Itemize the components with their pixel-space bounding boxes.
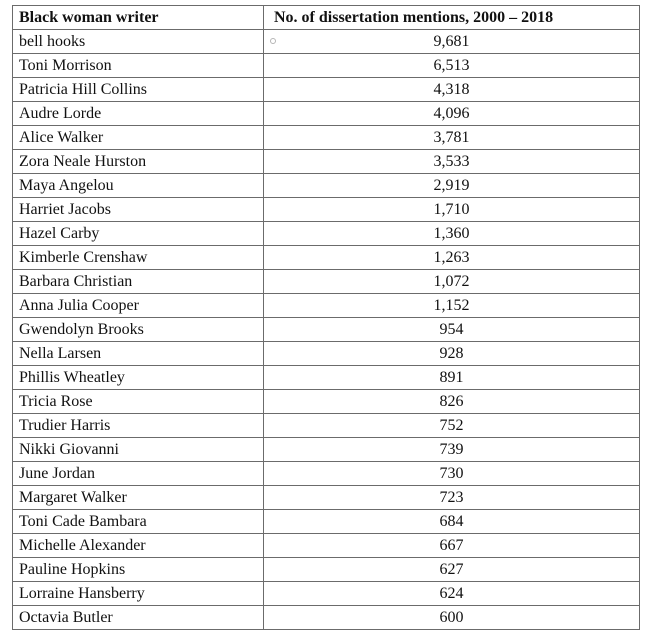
table-row [13, 102, 640, 126]
mentions-count-cell [264, 102, 640, 126]
table-row [13, 246, 640, 270]
mentions-count-value: 9,681 [433, 32, 470, 50]
mentions-count-cell [264, 246, 640, 270]
mentions-count-cell [264, 270, 640, 294]
writer-name-cell: Nikki Giovanni [13, 438, 264, 462]
mentions-count-cell [264, 294, 640, 318]
mentions-count-value: 891 [439, 368, 464, 386]
mentions-count-cell [264, 510, 640, 534]
mentions-count-value: 1,263 [433, 248, 470, 266]
table-row [13, 414, 640, 438]
table-row [13, 222, 640, 246]
mentions-count-cell [264, 126, 640, 150]
writers-table [12, 5, 640, 630]
table-row [13, 486, 640, 510]
mentions-count-value: 1,072 [433, 272, 470, 290]
writer-name-cell: Alice Walker [13, 126, 264, 150]
mentions-count-value: 624 [439, 584, 464, 602]
table-row [13, 198, 640, 222]
column-header-mentions: No. of dissertation mentions, 2000 – 2018 [264, 6, 640, 30]
mentions-count-value: 723 [439, 488, 464, 506]
mentions-count-value: 627 [439, 560, 464, 578]
table-row [13, 318, 640, 342]
mentions-count-cell [264, 150, 640, 174]
table-row [13, 438, 640, 462]
mentions-count-value: 667 [439, 536, 464, 554]
column-header-writer: Black woman writer [13, 6, 264, 30]
mentions-count-cell [264, 342, 640, 366]
mentions-count-value: 2,919 [433, 176, 470, 194]
mentions-count-value: 1,710 [433, 200, 470, 218]
mentions-count-cell [264, 366, 640, 390]
mentions-count-value: 6,513 [433, 56, 470, 74]
mentions-count-cell [264, 198, 640, 222]
mentions-count-value: 4,096 [433, 104, 470, 122]
mentions-count-value: 739 [439, 440, 464, 458]
mentions-count-cell [264, 414, 640, 438]
mentions-count-cell [264, 582, 640, 606]
writer-name-cell: Toni Morrison [13, 54, 264, 78]
writer-name-cell: Nella Larsen [13, 342, 264, 366]
mentions-count-value: 3,533 [433, 152, 470, 170]
table-row [13, 510, 640, 534]
mentions-count-value: 684 [439, 512, 464, 530]
mentions-count-value: 1,152 [433, 296, 470, 314]
mentions-count-cell [264, 54, 640, 78]
table-row [13, 534, 640, 558]
mentions-count-value: 600 [439, 608, 464, 626]
mentions-count-value: 826 [439, 392, 464, 410]
writer-name-cell: Gwendolyn Brooks [13, 318, 264, 342]
mentions-count-value: 4,318 [433, 80, 470, 98]
anchor-circle-icon [270, 38, 276, 44]
mentions-count-cell [264, 534, 640, 558]
table-row [13, 150, 640, 174]
mentions-count-cell [264, 78, 640, 102]
writer-name-cell: Lorraine Hansberry [13, 582, 264, 606]
table-row [13, 30, 640, 54]
mentions-count-cell [264, 30, 640, 54]
table-header-row [13, 6, 640, 30]
writer-name-cell: Anna Julia Cooper [13, 294, 264, 318]
mentions-count-value: 730 [439, 464, 464, 482]
writer-name-cell: Michelle Alexander [13, 534, 264, 558]
document-page [12, 5, 639, 630]
writer-name-cell: Phillis Wheatley [13, 366, 264, 390]
table-row [13, 54, 640, 78]
writer-name-cell: Harriet Jacobs [13, 198, 264, 222]
mentions-count-cell [264, 390, 640, 414]
mentions-count-cell [264, 318, 640, 342]
mentions-count-cell [264, 174, 640, 198]
table-row [13, 558, 640, 582]
mentions-count-value: 928 [439, 344, 464, 362]
writer-name-cell: Maya Angelou [13, 174, 264, 198]
writer-name-cell: bell hooks [13, 30, 264, 54]
writer-name-cell: June Jordan [13, 462, 264, 486]
writer-name-cell: Barbara Christian [13, 270, 264, 294]
table-row [13, 342, 640, 366]
table-row [13, 174, 640, 198]
table-row [13, 462, 640, 486]
mentions-count-cell [264, 222, 640, 246]
writer-name-cell: Trudier Harris [13, 414, 264, 438]
mentions-count-cell [264, 462, 640, 486]
writer-name-cell: Margaret Walker [13, 486, 264, 510]
mentions-count-cell [264, 606, 640, 630]
mentions-count-value: 752 [439, 416, 464, 434]
writer-name-cell: Pauline Hopkins [13, 558, 264, 582]
table-row [13, 606, 640, 630]
table-row [13, 366, 640, 390]
mentions-count-value: 1,360 [433, 224, 470, 242]
writer-name-cell: Toni Cade Bambara [13, 510, 264, 534]
writer-name-cell: Patricia Hill Collins [13, 78, 264, 102]
table-row [13, 78, 640, 102]
writer-name-cell: Tricia Rose [13, 390, 264, 414]
writer-name-cell: Hazel Carby [13, 222, 264, 246]
mentions-count-cell [264, 486, 640, 510]
writer-name-cell: Octavia Butler [13, 606, 264, 630]
writer-name-cell: Zora Neale Hurston [13, 150, 264, 174]
table-row [13, 582, 640, 606]
mentions-count-value: 954 [439, 320, 464, 338]
mentions-count-cell [264, 558, 640, 582]
table-row [13, 390, 640, 414]
table-row [13, 270, 640, 294]
table-row [13, 126, 640, 150]
writer-name-cell: Kimberle Crenshaw [13, 246, 264, 270]
table-body [13, 30, 640, 630]
mentions-count-value: 3,781 [433, 128, 470, 146]
table-row [13, 294, 640, 318]
mentions-count-cell [264, 438, 640, 462]
writer-name-cell: Audre Lorde [13, 102, 264, 126]
